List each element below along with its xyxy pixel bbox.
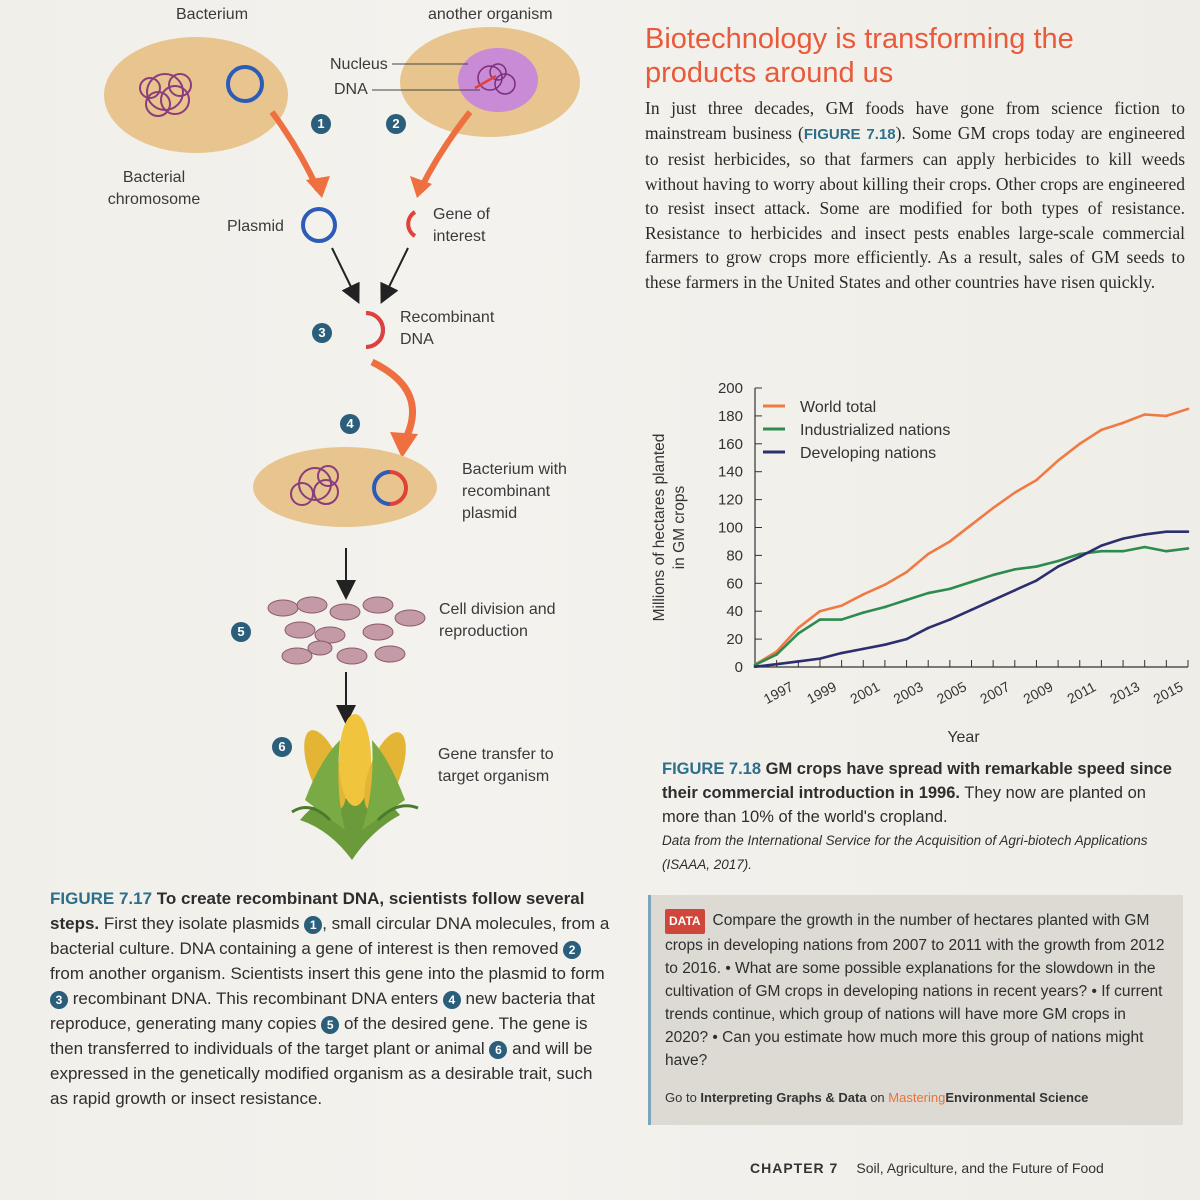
series-1-point (1122, 422, 1125, 425)
series-2-point (905, 599, 908, 602)
page-footer (750, 1160, 1104, 1176)
series-1-point (927, 553, 930, 556)
series-1-point (905, 571, 908, 574)
series-1-point (1100, 429, 1103, 432)
series-3-point (1057, 565, 1060, 568)
series-1-point (1035, 479, 1038, 482)
series-2-point (992, 574, 995, 577)
figure-7-18-caption (662, 757, 1182, 877)
series-1-point (949, 540, 952, 543)
series-3-point (1014, 589, 1017, 592)
series-3-point (992, 599, 995, 602)
label-gene-of-interest: Gene of interest (433, 206, 490, 245)
organism-cell (400, 27, 580, 137)
series-1-point (797, 627, 800, 630)
label-bacterial-chromosome: Bacterial chromosome (107, 169, 201, 208)
bacterium-recombinant-cell (253, 447, 437, 527)
caption-step-3: 3 (50, 991, 68, 1009)
series-3-point (819, 657, 822, 660)
series-1-point (862, 593, 865, 596)
x-tick-label: 2007 (977, 678, 1013, 707)
label-gene-transfer: Gene transfer to target organism (438, 746, 554, 785)
y-tick-label: 160 (717, 435, 743, 453)
gm-crops-line-chart (640, 370, 1195, 755)
series-2-point (884, 606, 887, 609)
series-3-point (905, 638, 908, 641)
bacterium-cell (104, 37, 288, 153)
article-body-1: In just three decades, GM foods have gone from science fiction to mainstream business ( (645, 98, 1185, 143)
figure-reference: FIGURE 7.18 (803, 125, 896, 143)
data-question-text-wrap (665, 909, 1170, 1072)
series-2-point (949, 588, 952, 591)
step-number-1: 1 (311, 114, 331, 134)
x-tick-label: 2005 (933, 678, 970, 707)
data-question-box (648, 895, 1183, 1125)
caption-step-4: 4 (443, 991, 461, 1009)
x-axis-title: Year (947, 729, 980, 746)
label-plasmid: Plasmid (227, 218, 284, 235)
caption-step-6: 6 (489, 1041, 507, 1059)
series-2-point (840, 618, 843, 621)
step-number-5: 5 (231, 622, 251, 642)
series-3-point (754, 665, 757, 668)
legend-label-1: World total (800, 399, 877, 416)
series-1-point (884, 583, 887, 586)
label-bacterium-recombinant: Bacterium with recombinant plasmid (462, 461, 567, 522)
data-question-text: Compare the growth in the number of hectares planted with GM crops in developing nations from 2007 to 2011 with the growth from 2012 to 2016. • What are some possible explanations for the slowdown in the cultivation of GM crops in developing nations in recent years? • If current trends continue, which group of nations will have more GM crops in 2020? • Can you estimate how much more this group of nations might have? (665, 912, 1165, 1069)
step-number-2: 2 (386, 114, 406, 134)
goto-link[interactable]: Interpreting Graphs & Data (700, 1090, 867, 1105)
series-1-point (1078, 443, 1081, 446)
goto-on: on (870, 1090, 885, 1105)
caption-text-3: from another organism. Scientists insert this gene into the plasmid to form (50, 964, 605, 983)
y-axis-title: Millions of hectares planted in GM crops (651, 433, 688, 622)
series-2-point (1057, 560, 1060, 563)
series-3-point (1143, 533, 1146, 536)
series-2-point (862, 611, 865, 614)
series-3-point (1035, 579, 1038, 582)
dividing-bacteria-icon (268, 597, 425, 664)
series-3-point (862, 648, 865, 651)
y-tick-label: 100 (717, 519, 743, 537)
arrow-step-4 (372, 362, 413, 440)
y-tick-label: 0 (734, 659, 743, 676)
series-2-point (1143, 546, 1146, 549)
x-tick-label: 1997 (760, 678, 796, 707)
series-3-point (840, 652, 843, 655)
caption-text-7: and will be expressed in the genetically modified organism as a desirable trait, such as rapid growth or insect resistance. (50, 1039, 593, 1108)
x-tick-label: 2015 (1150, 678, 1186, 707)
label-cell-division: Cell division and reproduction (439, 601, 556, 640)
x-tick-label: 2003 (890, 678, 926, 707)
series-2-point (1187, 547, 1190, 550)
series-1-point (1057, 459, 1060, 462)
series-1-point (970, 523, 973, 526)
series-1-point (1165, 415, 1168, 418)
y-tick-label: 200 (717, 380, 743, 397)
caption-text-6: of the desired gene. The gene is then transferred to individuals of the target plant or animal (50, 1014, 588, 1058)
x-tick-label: 2013 (1107, 678, 1143, 707)
x-tick-label: 2009 (1020, 678, 1056, 707)
y-tick-label: 60 (726, 575, 743, 593)
series-1-point (840, 604, 843, 607)
series-2-point (819, 618, 822, 621)
label-nucleus: Nucleus (330, 56, 388, 73)
step-number-4: 4 (340, 414, 360, 434)
figure-7-18-source: Data from the International Service for the Acquisition of Agri-biotech Applications (ISAAA, 2017). (662, 833, 1148, 872)
y-tick-label: 140 (717, 463, 743, 481)
caption-step-5: 5 (321, 1016, 339, 1034)
gene-of-interest-icon (408, 212, 415, 236)
series-1-point (819, 610, 822, 613)
goto-line (665, 1090, 1088, 1105)
figure-7-18-label: FIGURE 7.18 (662, 760, 762, 778)
data-badge: DATA (665, 909, 705, 934)
series-3-point (927, 627, 930, 630)
legend-label-3: Developing nations (800, 445, 937, 462)
label-another-organism: another organism (428, 6, 553, 23)
series-2-point (1100, 550, 1103, 553)
series-3-point (970, 609, 973, 612)
x-tick-label: 2001 (847, 678, 883, 707)
plasmid-isolated-icon (303, 209, 335, 241)
series-2-point (1014, 568, 1017, 571)
goto-text: Go to (665, 1090, 697, 1105)
series-3-point (884, 643, 887, 646)
series-3-point (1100, 544, 1103, 547)
step-number-6: 6 (272, 737, 292, 757)
legend-label-2: Industrialized nations (800, 422, 951, 439)
y-tick-label: 120 (717, 491, 743, 509)
series-1-point (992, 507, 995, 510)
label-recombinant-dna: Recombinant DNA (400, 309, 495, 348)
caption-step-1: 1 (304, 916, 322, 934)
series-1-point (1143, 413, 1146, 416)
caption-text-4: recombinant DNA. This recombinant DNA enters (72, 989, 439, 1008)
y-tick-label: 20 (726, 631, 743, 649)
figure-7-18-title: GM crops have spread with remarkable speed since their commercial introduction in 1996. (662, 760, 1172, 802)
article-body-2: ). Some GM crops today are engineered to resist herbicides, so that farmers can apply herbicides to kill weeds without having to worry about killing their crops. Other crops are engineered to resist insect attack. Some are modified for both types of resistance. Resistance to herbicides and insect pests enables large-scale commercial farmers to grow crops more efficiently. As a result, sales of GM seeds to these farmers in the United States and other countries have risen quickly. (645, 122, 1186, 292)
y-tick-label: 40 (726, 603, 743, 621)
figure-7-17-label: FIGURE 7.17 (50, 889, 153, 908)
series-3-point (1122, 537, 1125, 540)
section-heading: Biotechnology is transforming the products around us (645, 23, 1074, 89)
mastering-brand: Mastering (888, 1090, 946, 1105)
series-3-point (1187, 530, 1190, 533)
series-line-2 (755, 547, 1188, 665)
series-2-point (1035, 565, 1038, 568)
caption-text-2: , small circular DNA molecules, from a bacterial culture. DNA containing a gene of interest is then removed (50, 914, 610, 958)
series-3-point (1078, 555, 1081, 558)
article-body (645, 96, 1185, 294)
caption-text-5: new bacteria that reproduce, generating many copies (50, 989, 596, 1033)
footer-chapter: CHAPTER 7 (750, 1160, 839, 1176)
y-tick-label: 80 (726, 547, 743, 565)
series-1-point (1187, 408, 1190, 411)
x-tick-label: 2011 (1064, 678, 1099, 707)
series-2-point (1165, 550, 1168, 553)
step-number-3: 3 (312, 323, 332, 343)
recombinant-dna-icon (366, 313, 383, 347)
series-2-point (775, 653, 778, 656)
goto-course: Environmental Science (945, 1090, 1089, 1105)
footer-title: Soil, Agriculture, and the Future of Food (856, 1160, 1104, 1176)
corn-plant-icon (292, 714, 418, 860)
series-2-point (1122, 550, 1125, 553)
figure-7-17-title: To create recombinant DNA, scientists follow several steps. (50, 889, 585, 933)
series-3-point (949, 618, 952, 621)
y-tick-label: 180 (717, 407, 743, 425)
series-2-point (970, 581, 973, 584)
x-tick-label: 1999 (804, 678, 840, 707)
series-1-point (1014, 491, 1017, 494)
caption-step-2: 2 (563, 941, 581, 959)
label-bacterium: Bacterium (176, 6, 249, 23)
series-3-point (775, 663, 778, 666)
series-3-point (797, 660, 800, 663)
figure-7-17-caption (50, 886, 610, 1111)
series-2-point (797, 632, 800, 635)
figure-7-18-text: They now are planted on more than 10% of the world's cropland. (662, 784, 1146, 826)
series-2-point (927, 592, 930, 595)
series-3-point (1165, 530, 1168, 533)
label-dna: DNA (334, 81, 368, 98)
caption-text-1: First they isolate plasmids (103, 914, 300, 933)
